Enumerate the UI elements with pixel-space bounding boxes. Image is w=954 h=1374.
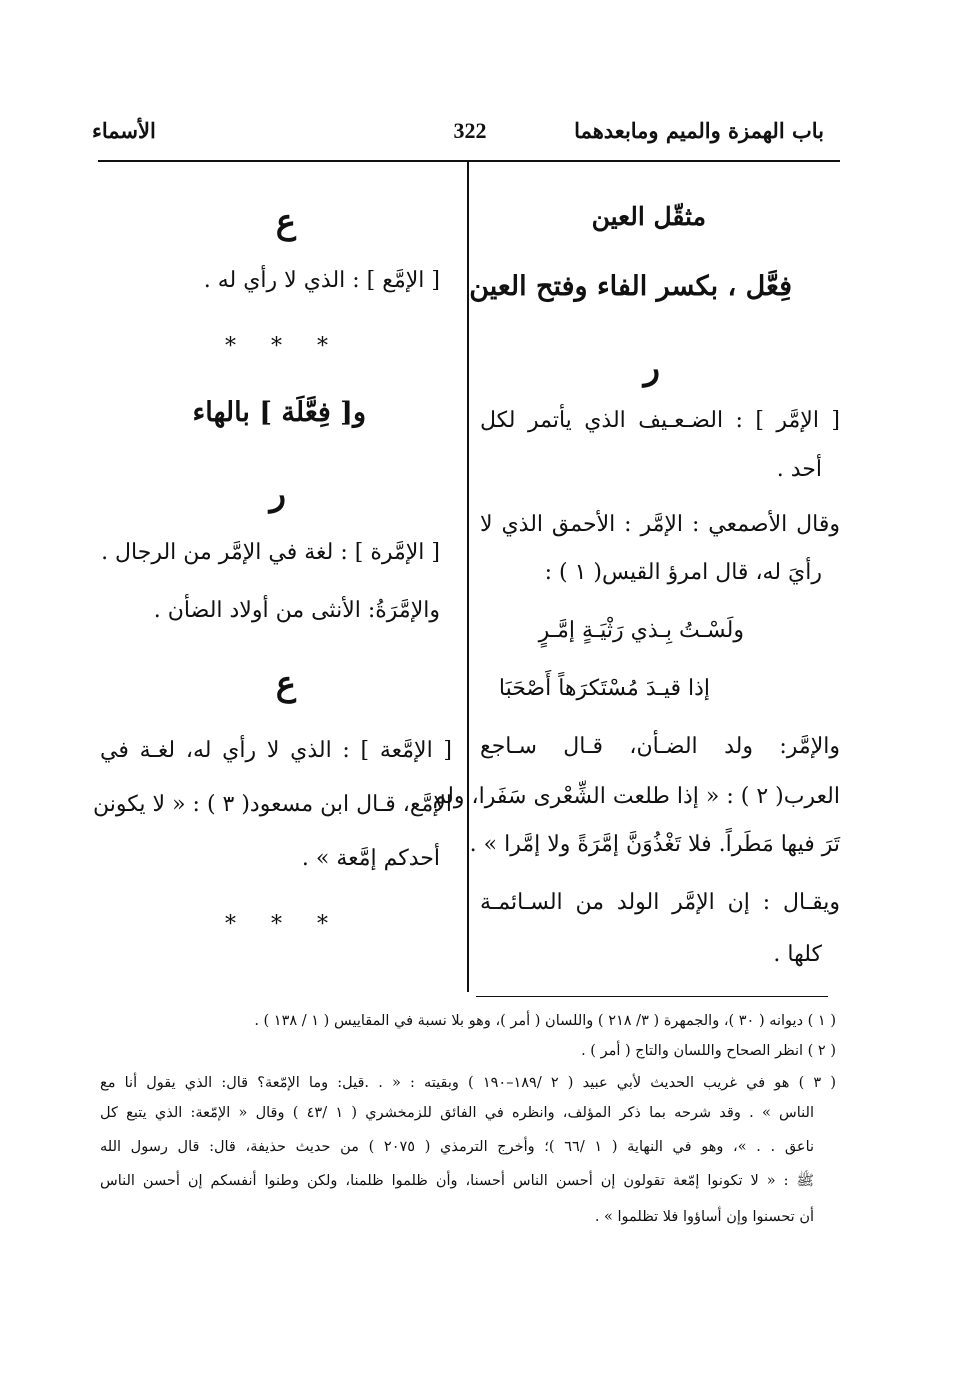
letter-heading: ر (269, 474, 286, 514)
running-head-left: الأسماء (92, 118, 156, 143)
running-head-right: باب الهمزة والميم ومابعدهما (574, 118, 824, 143)
section-heading: و[ فِعَّلَة ] بالهاء (192, 397, 366, 428)
text-line: أحدكم إمَّعة » . (301, 846, 440, 871)
text-line: الإمَّع، قـال ابن مسعود( ٣ ) : « لا يكونن (93, 792, 452, 817)
text-line: كلها . (773, 942, 822, 967)
footnote: ( ١ ) ديوانه ( ٣٠ )، والجمهرة ( ٣/ ٢١٨ ) واللسان ( أمر )، وهو بلا نسبة في المقاييس ( ١ / ١٣٨ ) . (254, 1013, 836, 1029)
footnote: ( ٣ ) هو في غريب الحديث لأبي عبيد ( ٢ /١٨٩–١٩٠ ) وبقيته : « . .قيل: وما الإمّعة؟ قال: الذي يقول أنا مع (100, 1075, 836, 1091)
text-line: وقال الأصمعي : الإمَّر : الأحمق الذي لا (480, 512, 840, 537)
page-number: 322 (453, 118, 487, 143)
poem-verse: إذا قيـدَ مُسْتَكرَهاً أَصْحَبَا (498, 676, 710, 701)
footnote-continuation: ناعق . . »، وهو في النهاية ( ١ /٦٦ )؛ وأخرج الترمذي ( ٢٠٧٥ ) من حديث حذيفة، قال: قال رسول الله (100, 1139, 815, 1155)
text-line: والإمَّر: ولد الضـأن، قـال سـاجع (480, 734, 840, 759)
header-rule (98, 160, 840, 162)
text-line: ويقـال : إن الإمَّر الولد من السـائمـة (480, 890, 840, 915)
footnote-continuation: ﷺ : « لا تكونوا إمّعة تقولون إن أحسن الناس أحسنا، وأن ظلموا ظلمنا، ولكن وطنوا أنفسكم إن أحسن الناس (100, 1173, 814, 1189)
letter-heading: ع (275, 664, 296, 704)
footnote: ( ٢ ) انظر الصحاح واللسان والتاج ( أمر ) . (581, 1043, 836, 1059)
text-line: [ الإمَّرة ] : لغة في الإمَّر من الرجال . (101, 540, 440, 565)
text-line: العرب( ٢ ) : « إذا طلعت الشِّعْرى سَفَرا، ولم (432, 784, 840, 809)
text-line: [ الإمَّع ] : الذي لا رأي له . (203, 268, 440, 293)
letter-heading: ر (643, 348, 660, 388)
footnote-rule (476, 996, 828, 997)
section-heading: مثقّل العين (591, 202, 706, 231)
poem-verse: ولَسْـتُ بِـذي رَثْيَـةٍ إمَّـرٍ (538, 618, 744, 643)
text-line: والإمَّرَةُ: الأنثى من أولاد الضأن . (153, 598, 440, 623)
text-line: [ الإمَّعة ] : الذي لا رأي له، لغـة في (100, 738, 452, 763)
letter-heading: ع (275, 202, 296, 242)
separator-stars: * * * (225, 912, 342, 937)
text-line: تَرَ فيها مَطَراً. فلا تَغْذُوَنَّ إمَّرَةً ولا إمَّرا » . (469, 832, 840, 857)
pattern-heading: فِعَّل ، بكسر الفاء وفتح العين (469, 271, 792, 302)
footnote-continuation: الناس » . وقد شرحه بما ذكر المؤلف، وانظره في الفائق للزمخشري ( ١ /٤٣ ) وقال « الإمّعة: الذي يتبع كل (100, 1105, 814, 1121)
text-line: رأيَ له، قال امرؤ القيس( ١ ) : (544, 560, 822, 585)
footnote-continuation: أن تحسنوا وإن أساؤوا فلا تظلموا » . (594, 1209, 814, 1225)
text-line: أحد . (776, 457, 822, 482)
text-line: [ الإمَّر ] : الضـعـيف الذي يأتمر لكل (480, 408, 840, 433)
separator-stars: * * * (225, 334, 342, 359)
